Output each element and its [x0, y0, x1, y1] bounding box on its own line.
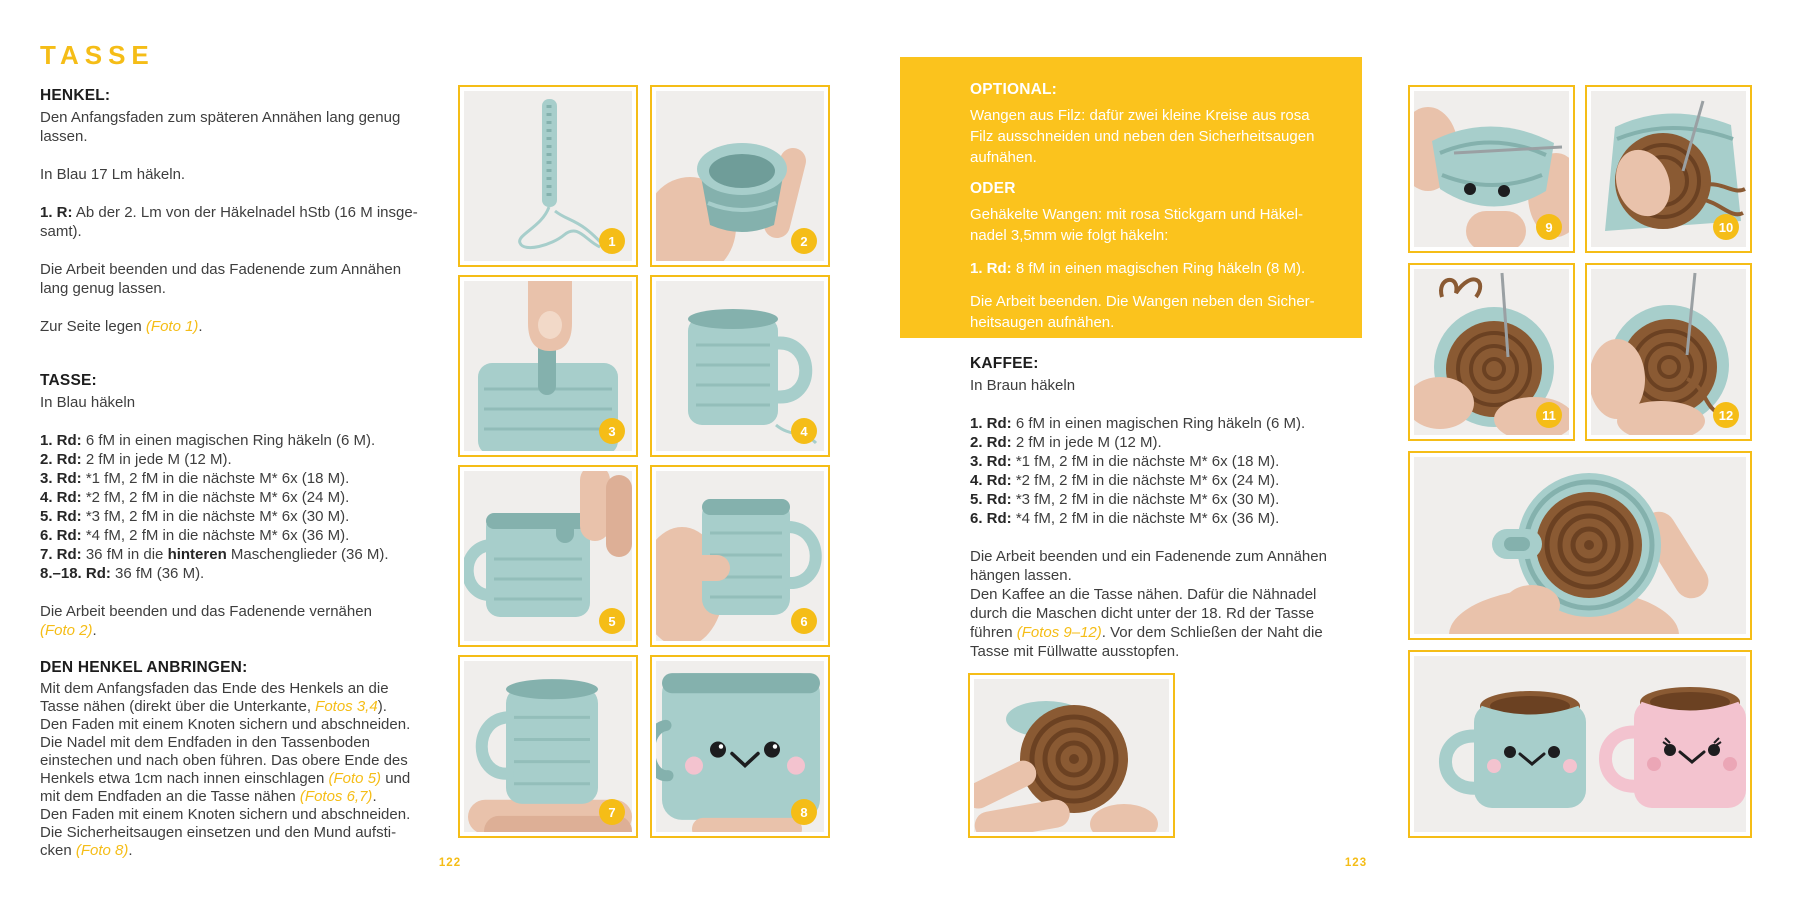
- photo-12: [1585, 263, 1752, 441]
- text-line: 6. Rd: *4 fM, 2 fM in die nächste M* 6x (36 M).: [40, 527, 350, 544]
- paragraph: [40, 260, 402, 298]
- text-line: 1. Rd: 8 fM in einen magischen Ring häkeln (8 M).: [970, 260, 1306, 277]
- paragraph: [40, 108, 402, 146]
- text-line: Tasse nähen (direkt über die Unterkante, Fotos 3,4).: [40, 698, 387, 715]
- text-line: einstechen und nach oben führen. Das obere Ende des: [40, 752, 408, 769]
- photo-badge: 5: [599, 608, 625, 634]
- paragraph: [970, 547, 1370, 661]
- text-line: heitsaugen aufnähen.: [970, 314, 1115, 331]
- text-line: Henkels etwa 1cm nach innen einschlagen (Foto 5) und: [40, 770, 411, 787]
- paragraph: [970, 376, 1370, 395]
- section-heading-henkel: HENKEL:: [40, 87, 111, 104]
- text-line: Die Nadel mit dem Endfaden in den Tassenboden: [40, 734, 370, 751]
- optional-heading: OPTIONAL:: [970, 81, 1058, 98]
- paragraph: [970, 105, 1344, 168]
- text-line: hängen lassen.: [970, 567, 1072, 584]
- text-line: lang genug lassen.: [40, 280, 166, 297]
- text-line: Die Arbeit beenden und ein Fadenende zum Annähen: [970, 548, 1327, 565]
- paragraph: [40, 317, 402, 336]
- text-line: Den Faden mit einem Knoten sichern und abschneiden.: [40, 716, 411, 733]
- text-line: 1. Rd: 6 fM in einen magischen Ring häkeln (6 M).: [40, 432, 376, 449]
- photo-badge: 9: [1536, 214, 1562, 240]
- text-line: Die Sicherheitsaugen einsetzen und den Mund aufsti-: [40, 824, 397, 841]
- finished-cups-illustration: [1414, 656, 1746, 832]
- photo-badge: 11: [1536, 402, 1562, 428]
- text-line: 5. Rd: *3 fM, 2 fM in die nächste M* 6x (30 M).: [970, 491, 1280, 508]
- photo-4: [650, 275, 830, 457]
- paragraph: [40, 165, 402, 184]
- page-number-right: 123: [1344, 857, 1368, 869]
- text-line: durch die Maschen dicht unter der 18. Rd der Tasse: [970, 605, 1315, 622]
- paragraph: [40, 602, 402, 640]
- text-line: 8.–18. Rd: 36 fM (36 M).: [40, 565, 205, 582]
- round-instructions: [40, 431, 402, 583]
- text-line: Zur Seite legen (Foto 1).: [40, 318, 203, 335]
- photo-finished-cups: [1408, 650, 1752, 838]
- paragraph: [970, 258, 1344, 279]
- text-line: nadel 3,5mm wie folgt häkeln:: [970, 227, 1169, 244]
- text-line: aufnähen.: [970, 149, 1037, 166]
- page-title: TASSE: [40, 40, 155, 70]
- text-line: 6. Rd: *4 fM, 2 fM in die nächste M* 6x (36 M).: [970, 510, 1280, 527]
- text-line: 3. Rd: *1 fM, 2 fM in die nächste M* 6x (18 M).: [40, 470, 350, 487]
- text-line: Wangen aus Filz: dafür zwei kleine Kreise aus rosa: [970, 107, 1310, 124]
- text-line: Die Arbeit beenden und das Fadenende zum Annähen: [40, 261, 402, 278]
- photo-2: [650, 85, 830, 267]
- text-line: Tasse mit Füllwatte ausstopfen.: [970, 643, 1180, 660]
- photo-11: [1408, 263, 1575, 441]
- text-line: 4. Rd: *2 fM, 2 fM in die nächste M* 6x (24 M).: [970, 472, 1280, 489]
- text-line: In Braun häkeln: [970, 377, 1076, 394]
- photo-badge: 1: [599, 228, 625, 254]
- photo-10: [1585, 85, 1752, 253]
- text-line: Den Faden mit einem Knoten sichern und abschneiden.: [40, 806, 411, 823]
- text-line: 4. Rd: *2 fM, 2 fM in die nächste M* 6x (24 M).: [40, 489, 350, 506]
- paragraph: [40, 393, 402, 412]
- photo-9: [1408, 85, 1575, 253]
- optional-info-box: [900, 57, 1362, 338]
- photo-badge: 2: [791, 228, 817, 254]
- photo-8: [650, 655, 830, 838]
- text-line: samt).: [40, 223, 82, 240]
- kaffee-text-column: [970, 355, 1370, 680]
- section-heading-tasse: TASSE:: [40, 372, 97, 389]
- text-line: 1. Rd: 6 fM in einen magischen Ring häkeln (6 M).: [970, 415, 1306, 432]
- photo-5: [458, 465, 638, 647]
- section-heading-henkel-anbringen: DEN HENKEL ANBRINGEN:: [40, 659, 248, 676]
- section-heading-kaffee: KAFFEE:: [970, 355, 1039, 372]
- cup-top-view-illustration: [1414, 457, 1746, 634]
- text-line: Filz ausschneiden und neben den Sicherheitsaugen: [970, 128, 1315, 145]
- photo-3: [458, 275, 638, 457]
- text-line: (Foto 2).: [40, 622, 97, 639]
- text-line: cken (Foto 8).: [40, 842, 133, 859]
- round-instructions: [970, 414, 1370, 528]
- photo-1: [458, 85, 638, 267]
- text-line: führen (Fotos 9–12). Vor dem Schließen der Naht die: [970, 624, 1323, 641]
- photo-badge: 7: [599, 799, 625, 825]
- text-line: 1. R: Ab der 2. Lm von der Häkelnadel hStb (16 M insge-: [40, 204, 418, 221]
- text-line: 3. Rd: *1 fM, 2 fM in die nächste M* 6x (18 M).: [970, 453, 1280, 470]
- text-line: In Blau 17 Lm häkeln.: [40, 166, 186, 183]
- photo-7: [458, 655, 638, 838]
- text-line: Die Arbeit beenden und das Fadenende vernähen: [40, 603, 372, 620]
- photo-badge: 10: [1713, 214, 1739, 240]
- text-line: 5. Rd: *3 fM, 2 fM in die nächste M* 6x (30 M).: [40, 508, 350, 525]
- photo-badge: 8: [791, 799, 817, 825]
- text-line: mit dem Endfaden an die Tasse nähen (Fotos 6,7).: [40, 788, 377, 805]
- photo-badge: 4: [791, 418, 817, 444]
- page-number-left: 122: [438, 857, 462, 869]
- photo-badge: 12: [1713, 402, 1739, 428]
- text-line: 7. Rd: 36 fM in die hinteren Maschenglieder (36 M).: [40, 546, 389, 563]
- photo-6: [650, 465, 830, 647]
- text-line: lassen.: [40, 128, 88, 145]
- text-line: Den Anfangsfaden zum späteren Annähen lang genug: [40, 109, 401, 126]
- text-line: 2. Rd: 2 fM in jede M (12 M).: [40, 451, 232, 468]
- paragraph: [40, 680, 411, 860]
- text-line: Gehäkelte Wangen: mit rosa Stickgarn und Häkel-: [970, 206, 1303, 223]
- paragraph: [40, 203, 418, 241]
- coffee-disc-illustration: [974, 679, 1169, 832]
- paragraph: [970, 291, 1344, 333]
- photo-badge: 6: [791, 608, 817, 634]
- paragraph: [970, 204, 1344, 246]
- photo-cup-top-view: [1408, 451, 1752, 640]
- text-line: In Blau häkeln: [40, 394, 136, 411]
- oder-heading: ODER: [970, 180, 1016, 197]
- left-text-column: [40, 40, 418, 860]
- text-line: Die Arbeit beenden. Die Wangen neben den Sicher-: [970, 293, 1315, 310]
- photo-coffee-disc: [968, 673, 1175, 838]
- text-line: 2. Rd: 2 fM in jede M (12 M).: [970, 434, 1162, 451]
- text-line: Den Kaffee an die Tasse nähen. Dafür die Nähnadel: [970, 586, 1317, 603]
- text-line: Mit dem Anfangsfaden das Ende des Henkels an die: [40, 680, 389, 697]
- photo-badge: 3: [599, 418, 625, 444]
